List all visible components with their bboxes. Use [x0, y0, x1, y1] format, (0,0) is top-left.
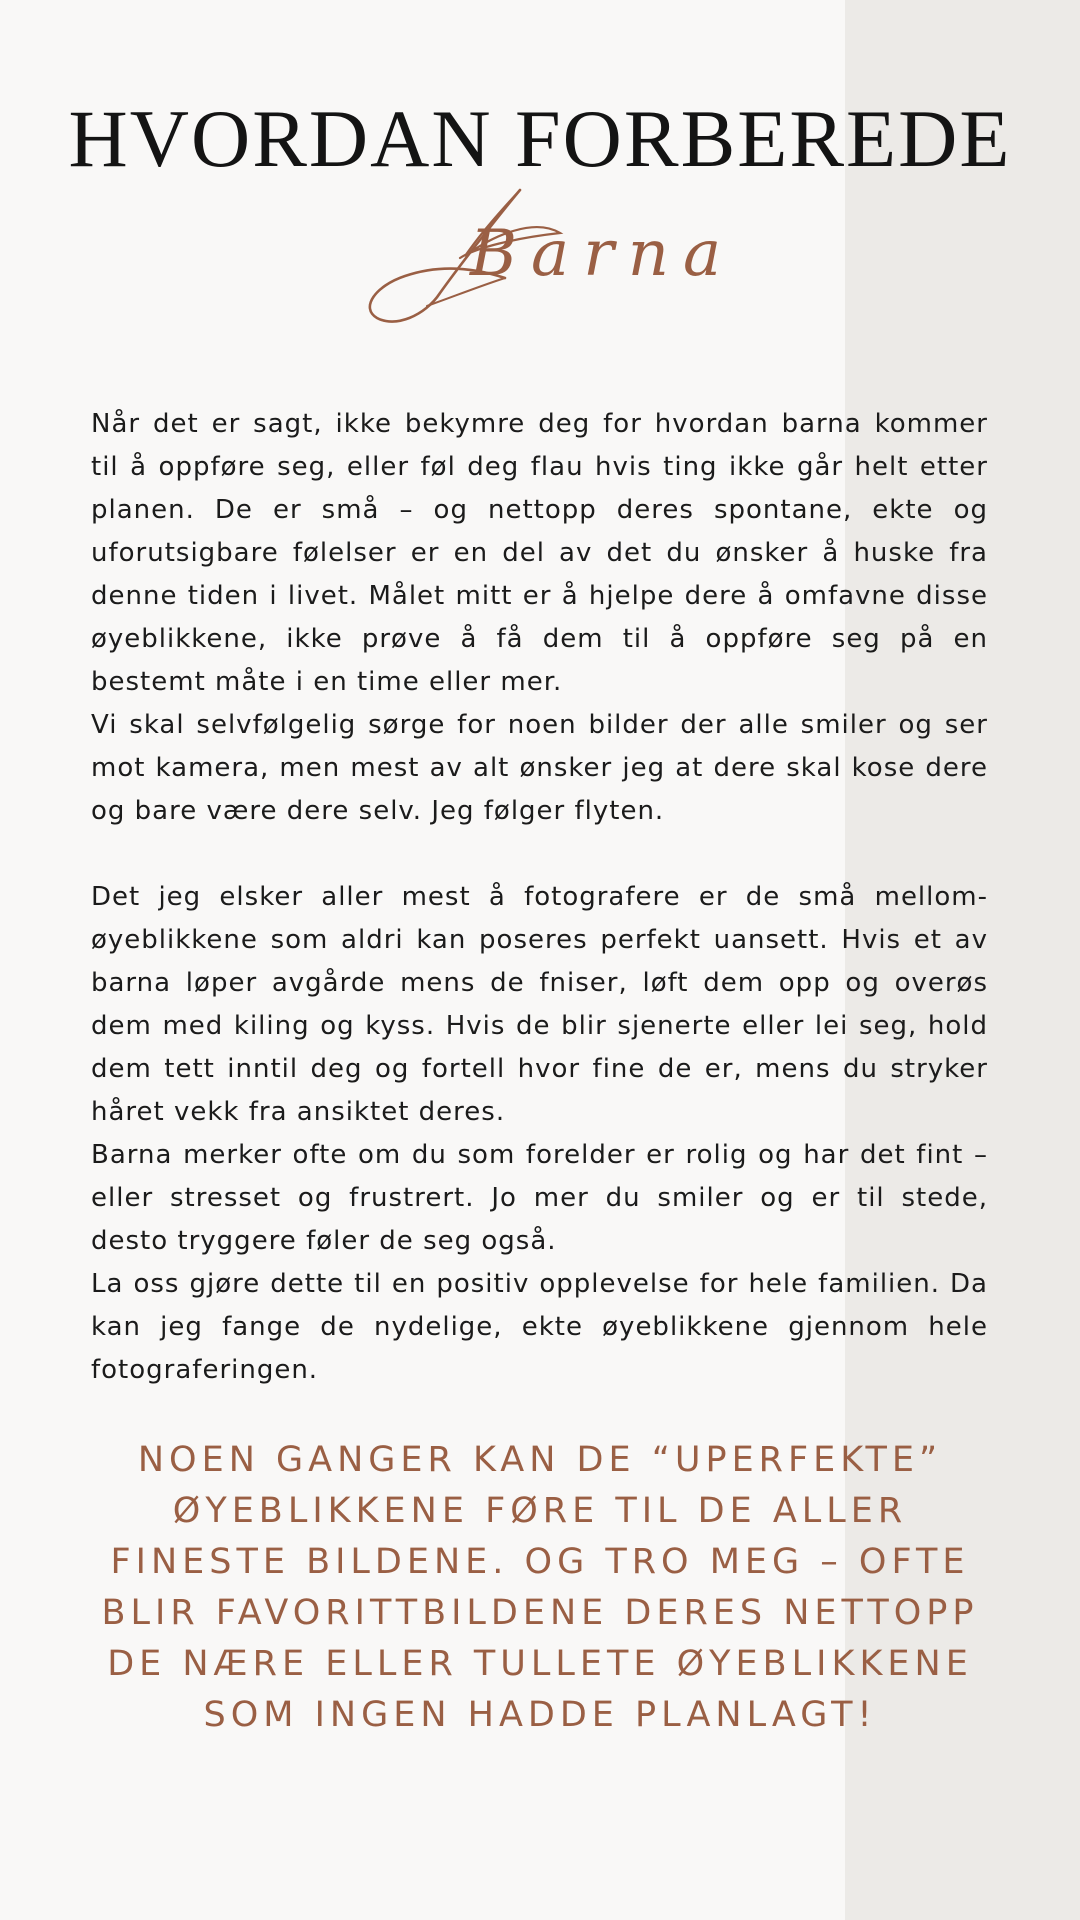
paragraph-spacer: [91, 833, 988, 876]
body-text: [91, 403, 988, 1392]
page-title: HVORDAN FORBEREDE: [68, 93, 1012, 184]
paragraph: Når det er sagt, ikke bekymre deg for hvordan barna kommer til å oppføre seg, eller føl deg flau hvis ting ikke går helt etter planen. De er små – og nettopp deres spontane, ekte og uforutsigbare følelser er en del av det du ønsker å huske fra denne tiden i livet. Målet mitt er å hjelpe dere å omfavne disse øyeblikkene, ikke prøve å få dem til å oppføre seg på en bestemt måte i en time eller mer.: [91, 409, 988, 697]
paragraph: Det jeg elsker aller mest å fotografere er de små mellom-øyeblikkene som aldri kan poseres perfekt uansett. Hvis et av barna løper avgårde mens de fniser, løft dem opp og overøs dem med kiling og kyss. Hvis de blir sjenerte eller lei seg, hold dem tett inntil deg og fortell hvor fine de er, mens du stryker håret vekk fra ansiktet deres.: [91, 882, 988, 1127]
pull-quote: NOEN GANGER KAN DE “UPERFEKTE” ØYEBLIKKENE FØRE TIL DE ALLER FINESTE BILDENE. OG TRO MEG – OFTE BLIR FAVORITTBILDENE DERES NETTOPP DE NÆRE ELLER TULLETE ØYEBLIKKENE SOM INGEN HADDE PLANLAGT!: [101, 1440, 979, 1735]
script-subtitle: Barna: [470, 217, 736, 291]
paragraph: La oss gjøre dette til en positiv opplevelse for hele familien. Da kan jeg fange de nydelige, ekte øyeblikkene gjennom hele fotograferingen.: [91, 1269, 988, 1385]
paragraph: Barna merker ofte om du som forelder er rolig og har det fint – eller stresset og frustrert. Jo mer du smiler og er til stede, desto tryggere føler de seg også.: [91, 1140, 988, 1256]
paragraph: Vi skal selvfølgelig sørge for noen bilder der alle smiler og ser mot kamera, men mest av alt ønsker jeg at dere skal kose dere og bare være dere selv. Jeg følger flyten.: [91, 710, 988, 826]
